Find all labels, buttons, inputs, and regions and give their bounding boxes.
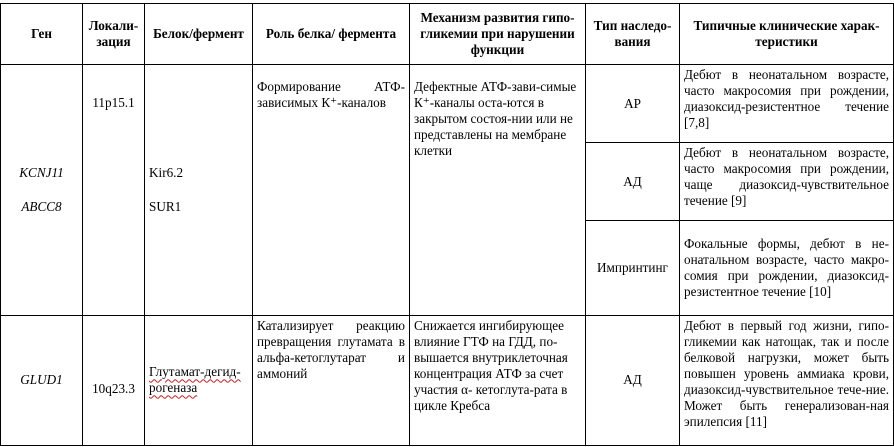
header-locus: Локали-зация	[83, 4, 145, 65]
gene-cell	[1, 315, 83, 445]
inheritance-cell: АР	[586, 65, 680, 143]
table-row	[1, 315, 894, 445]
header-row	[1, 4, 894, 65]
inheritance-cell: Импринтинг	[586, 221, 680, 315]
header-role: Роль белка/ фермента	[253, 4, 410, 65]
protein-name: Kir6.2	[149, 164, 184, 180]
locus-value: 10q23.3	[92, 381, 135, 397]
table-row	[1, 65, 894, 143]
protein-cell	[145, 65, 253, 316]
protein-name: SUR1	[149, 198, 182, 214]
locus-cell	[83, 65, 145, 316]
clinical-cell: Фокальные формы, дебют в не-онатальном возрасте, часто макро-сомия при рождении, диазоксид-резистентное течение [10]	[680, 221, 894, 315]
role-cell: Катализирует реакцию превращения глутамата в альфа-кетоглутарат и аммоний	[253, 315, 410, 445]
header-protein: Белок/фермент	[145, 4, 253, 65]
gene-name: ABCC8	[21, 198, 62, 214]
inheritance-cell: АД	[586, 315, 680, 445]
gene-table	[0, 3, 894, 446]
mechanism-cell: Снижается ингибирующее влияние ГТФ на ГДД, по-вышается внутриклеточная концентрация АТФ за счет участия α- кетоглута-рата в цикле Кребса	[410, 315, 586, 445]
clinical-cell: Дебют в неонатальном возрасте, часто макросомия при рождении, чаще диазоксид-чувствительное течение [9]	[680, 143, 894, 221]
clinical-cell: Дебют в первый год жизни, гипо-гликемии как натощак, так и после белковой нагрузки, может быть повышен уровень аммиака крови, диазоксид-чувствительное тече-ние. Может быть генерализован-ная эпилепсия [11]	[680, 315, 894, 445]
header-inheritance: Тип наследо-вания	[586, 4, 680, 65]
inheritance-cell: АД	[586, 143, 680, 221]
locus-cell	[83, 315, 145, 445]
gene-name: GLUD1	[20, 372, 63, 388]
gene-name: KCNJ11	[19, 164, 64, 180]
locus-value: 11p15.1	[92, 95, 135, 111]
header-gene: Ген	[1, 4, 83, 65]
role-cell: Формирование АТФ-зависимых К⁺-каналов	[253, 65, 410, 316]
header-mechanism: Механизм развития гипо-гликемии при нарушении функции	[410, 4, 586, 65]
protein-cell	[145, 315, 253, 445]
mechanism-cell: Дефектные АТФ-зави-симые К⁺-каналы оста-ются в закрытом состоя-нии или не представлены на мембране клетки	[410, 65, 586, 316]
header-clinical: Типичные клинические харак-теристики	[680, 4, 894, 65]
clinical-cell: Дебют в неонатальном возрасте, часто макросомия при рождении, диазоксид-резистентное течение [7,8]	[680, 65, 894, 143]
gene-cell	[1, 65, 83, 316]
protein-name: Глутамат-дегид-рогеназа	[149, 364, 241, 396]
